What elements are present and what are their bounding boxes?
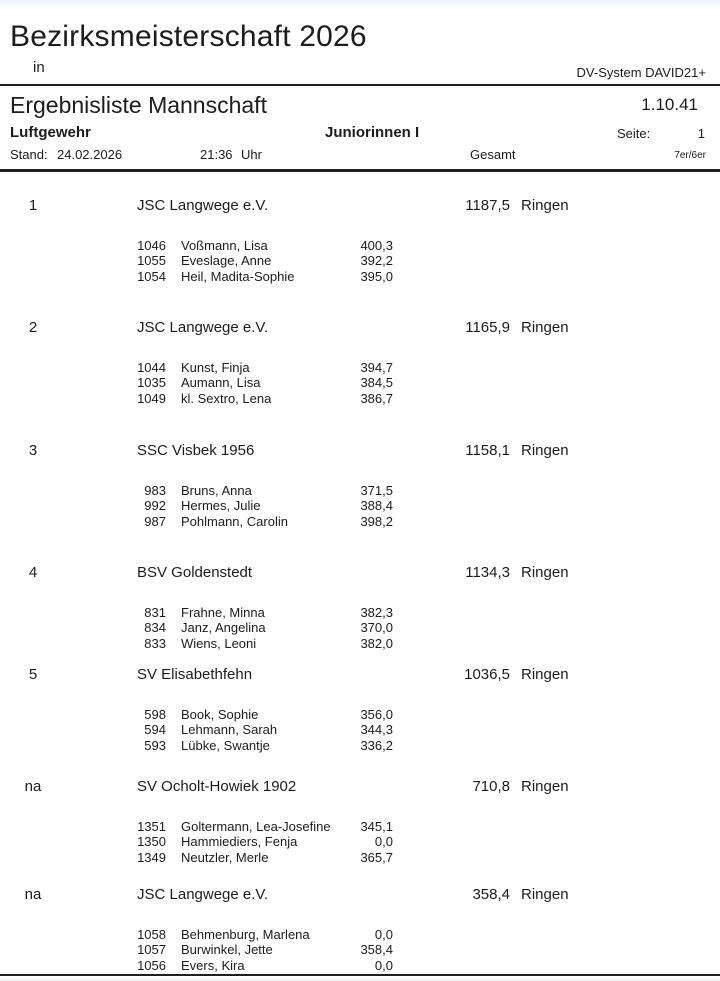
member-name: Aumann, Lisa [181, 375, 261, 391]
team-rank: na [24, 886, 42, 903]
member-start-number: 1049 [137, 390, 166, 406]
team-members [0, 483, 720, 529]
member-score: 336,2 [360, 737, 393, 753]
member-score: 386,7 [360, 390, 393, 406]
member-start-number: 1057 [137, 942, 166, 958]
member-score: 394,7 [360, 360, 393, 375]
member-name: Pohlmann, Carolin [181, 513, 288, 529]
member-score: 345,1 [360, 819, 393, 834]
scan-edge-artifact-bottom [0, 977, 720, 981]
team-header-row [0, 778, 720, 796]
member-score: 382,0 [360, 635, 393, 651]
member-name: Heil, Madita-Sophie [181, 268, 295, 284]
member-row [0, 958, 720, 973]
team-club-name: JSC Langwege e.V. [137, 886, 269, 903]
team-total-score: 358,4 [472, 886, 510, 903]
member-score: 365,7 [360, 849, 393, 865]
member-start-number: 1044 [137, 360, 166, 375]
team-members [0, 360, 720, 406]
team-rank: 5 [28, 666, 38, 683]
member-row [0, 498, 720, 513]
member-score: 356,0 [360, 707, 393, 722]
team-total-score: 710,8 [472, 778, 510, 795]
member-score: 371,5 [360, 483, 393, 498]
member-start-number: 1350 [137, 834, 166, 850]
member-row [0, 483, 720, 498]
team-result-block [0, 886, 720, 973]
team-result-block [0, 319, 720, 406]
member-start-number: 831 [144, 605, 166, 620]
score-unit-label: Ringen [521, 564, 569, 581]
scan-edge-artifact-top [0, 0, 720, 7]
team-members [0, 605, 720, 651]
team-club-name: BSV Goldenstedt [137, 564, 253, 581]
team-rank: 3 [28, 442, 38, 459]
member-row [0, 819, 720, 834]
member-name: Behmenburg, Marlena [181, 927, 310, 942]
member-name: Voßmann, Lisa [181, 238, 268, 253]
member-start-number: 1056 [137, 957, 166, 973]
discipline-label: Luftgewehr [10, 124, 91, 141]
team-rank: 2 [28, 319, 38, 336]
mode-label: 7er/6er [674, 150, 706, 161]
member-score: 395,0 [360, 268, 393, 284]
member-name: Lübke, Swantje [181, 737, 270, 753]
team-total-score: 1036,5 [464, 666, 510, 683]
score-unit-label: Ringen [521, 886, 569, 903]
member-score: 0,0 [374, 834, 393, 850]
member-row [0, 605, 720, 620]
score-unit-label: Ringen [521, 666, 569, 683]
member-name: Hammiediers, Fenja [181, 834, 298, 850]
member-start-number: 1035 [137, 375, 166, 391]
member-row [0, 942, 720, 957]
page-label: Seite: [617, 126, 651, 141]
member-row [0, 360, 720, 375]
team-header-row [0, 666, 720, 684]
member-name: Bruns, Anna [181, 483, 252, 498]
team-result-block [0, 778, 720, 865]
score-unit-label: Ringen [521, 442, 569, 459]
member-name: Book, Sophie [181, 707, 259, 722]
team-result-block [0, 197, 720, 284]
total-column-label: Gesamt [470, 147, 516, 162]
team-total-score: 1158,1 [465, 442, 510, 459]
member-row [0, 391, 720, 406]
header-divider [0, 84, 720, 86]
team-total-score: 1165,9 [465, 319, 510, 336]
member-start-number: 1055 [137, 253, 166, 269]
member-start-number: 1046 [137, 238, 166, 253]
member-name: Goltermann, Lea-Josefine [181, 819, 331, 834]
competition-class-label: Juniorinnen I [325, 124, 420, 141]
member-name: Frahne, Minna [181, 605, 265, 620]
team-result-block [0, 442, 720, 529]
member-start-number: 1349 [137, 849, 166, 865]
member-name: Janz, Angelina [181, 620, 266, 636]
stand-label: Stand: [10, 147, 48, 162]
member-start-number: 593 [144, 737, 166, 753]
member-name: Wiens, Leoni [181, 635, 257, 651]
team-result-block [0, 666, 720, 753]
member-row [0, 238, 720, 253]
member-score: 384,5 [360, 375, 393, 391]
report-title: Ergebnisliste Mannschaft [10, 92, 267, 118]
team-club-name: SV Elisabethfehn [137, 666, 253, 683]
team-header-row [0, 564, 720, 582]
member-score: 370,0 [360, 620, 393, 636]
score-unit-label: Ringen [521, 778, 569, 795]
member-start-number: 987 [144, 513, 166, 529]
team-header-row [0, 442, 720, 460]
member-score: 0,0 [374, 927, 393, 942]
document-title: Bezirksmeisterschaft 2026 [10, 20, 367, 53]
team-total-score: 1187,5 [465, 197, 510, 214]
team-header-row [0, 197, 720, 215]
team-members [0, 819, 720, 865]
team-members [0, 238, 720, 284]
member-score: 388,4 [360, 498, 393, 514]
table-top-divider [0, 169, 720, 172]
member-start-number: 992 [144, 498, 166, 514]
member-row [0, 834, 720, 849]
member-name: Eveslage, Anne [181, 253, 272, 269]
member-start-number: 594 [144, 722, 166, 738]
score-unit-label: Ringen [521, 319, 569, 336]
member-start-number: 834 [144, 620, 166, 636]
member-start-number: 833 [144, 635, 166, 651]
team-rank: na [24, 778, 42, 795]
member-name: Burwinkel, Jette [181, 942, 273, 958]
member-row [0, 375, 720, 390]
member-start-number: 1351 [137, 819, 166, 834]
team-members [0, 927, 720, 973]
member-score: 392,2 [360, 253, 393, 269]
team-header-row [0, 319, 720, 337]
member-score: 344,3 [360, 722, 393, 738]
member-row [0, 927, 720, 942]
member-row [0, 707, 720, 722]
team-members [0, 707, 720, 753]
member-row [0, 636, 720, 651]
member-row [0, 738, 720, 753]
stand-date: 24.02.2026 [57, 147, 123, 162]
dv-system-label: DV-System DAVID21+ [576, 65, 706, 80]
member-start-number: 1058 [137, 927, 166, 942]
report-code: 1.10.41 [641, 95, 698, 114]
member-name: Evers, Kira [181, 957, 245, 973]
page-number: 1 [697, 126, 705, 141]
member-name: Lehmann, Sarah [181, 722, 278, 738]
member-start-number: 1054 [137, 268, 166, 284]
team-club-name: JSC Langwege e.V. [137, 319, 269, 336]
team-header-row [0, 886, 720, 904]
team-club-name: SSC Visbek 1956 [137, 442, 255, 459]
team-club-name: JSC Langwege e.V. [137, 197, 269, 214]
member-row [0, 850, 720, 865]
team-result-block [0, 564, 720, 651]
member-row [0, 253, 720, 268]
member-name: Kunst, Finja [181, 360, 250, 375]
member-score: 0,0 [374, 957, 393, 973]
team-total-score: 1134,3 [465, 564, 510, 581]
page-bottom-divider [0, 974, 720, 976]
member-start-number: 983 [144, 483, 166, 498]
team-club-name: SV Ocholt-Howiek 1902 [137, 778, 297, 795]
team-rank: 1 [28, 197, 38, 214]
member-score: 398,2 [360, 513, 393, 529]
member-name: Neutzler, Merle [181, 849, 269, 865]
stand-time-unit: Uhr [241, 147, 262, 162]
stand-time: 21:36 [200, 147, 233, 162]
member-row [0, 269, 720, 284]
location-prefix: in [33, 59, 45, 76]
score-unit-label: Ringen [521, 197, 569, 214]
member-score: 400,3 [360, 238, 393, 253]
member-score: 382,3 [360, 605, 393, 620]
team-rank: 4 [28, 564, 38, 581]
member-row [0, 620, 720, 635]
member-score: 358,4 [360, 942, 393, 958]
member-name: kl. Sextro, Lena [181, 390, 272, 406]
member-row [0, 722, 720, 737]
member-start-number: 598 [144, 707, 166, 722]
member-name: Hermes, Julie [181, 498, 261, 514]
member-row [0, 514, 720, 529]
